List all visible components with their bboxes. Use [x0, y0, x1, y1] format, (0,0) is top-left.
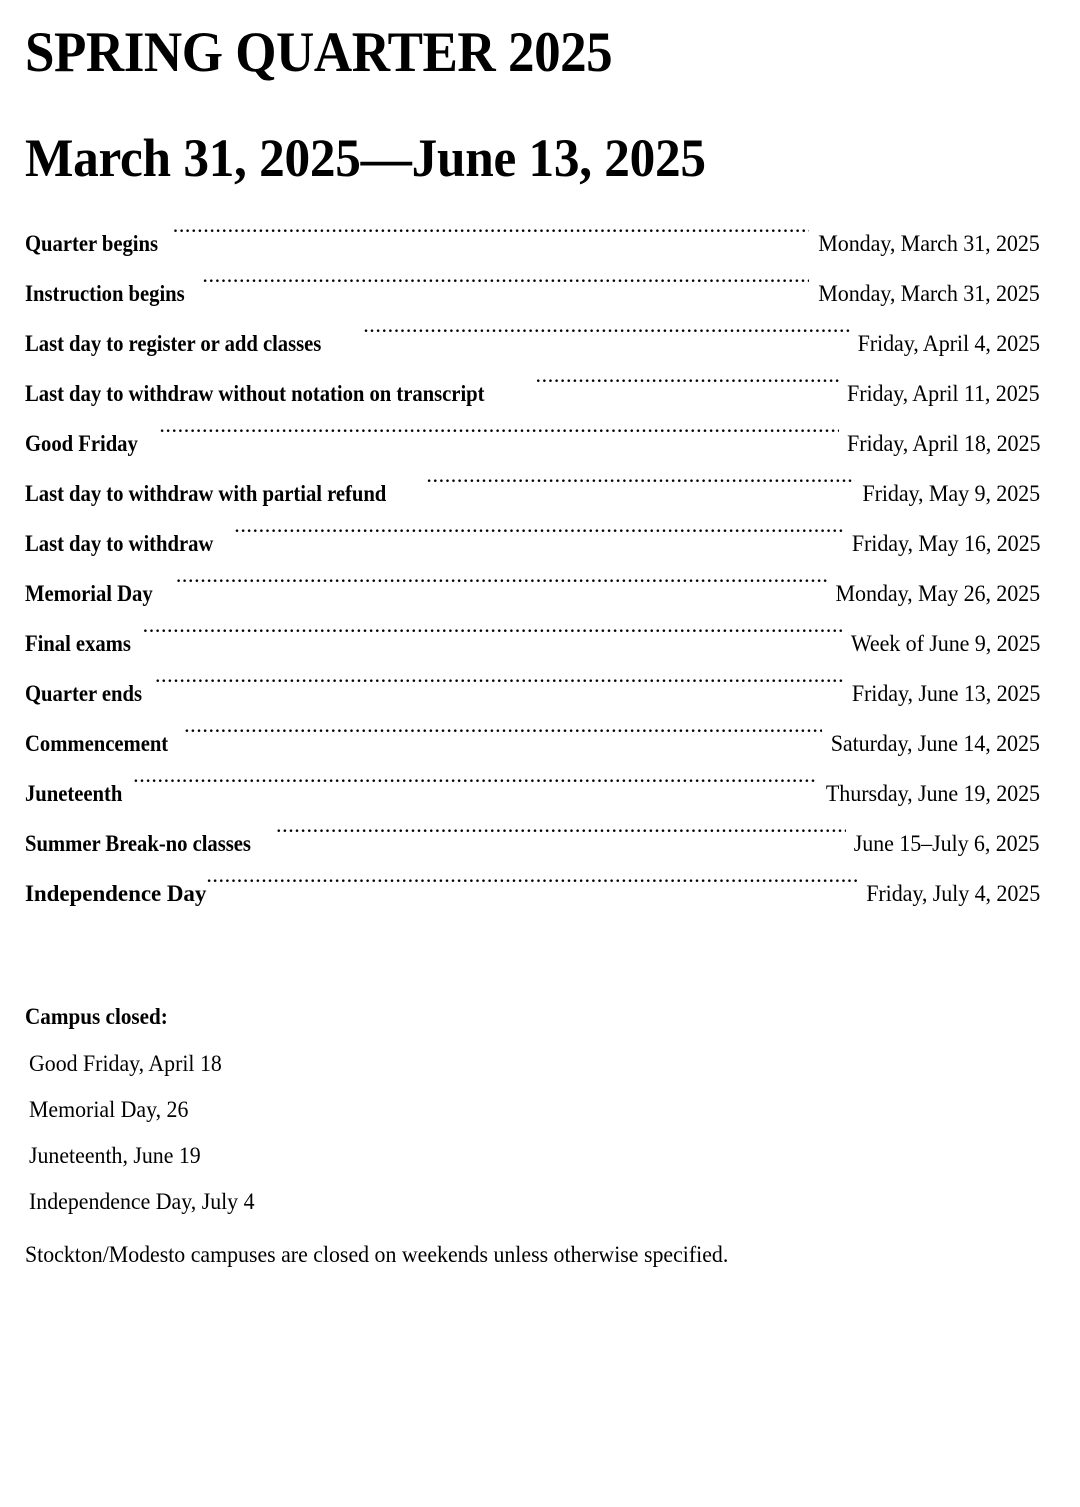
calendar-entry-row [25, 519, 1040, 569]
campus-closed-list [25, 1052, 1040, 1236]
calendar-entry-label: Independence Day [25, 881, 207, 906]
calendar-entry-date: Friday, May 16, 2025 [851, 531, 1040, 556]
calendar-entry-row [25, 419, 1040, 469]
calendar-entry-label: Quarter ends [25, 681, 142, 706]
campus-closed-item: Independence Day, July 4 [29, 1189, 255, 1214]
calendar-entry-row [25, 569, 1040, 619]
calendar-entry-date: Monday, March 31, 2025 [818, 281, 1040, 306]
calendar-entry-row [25, 869, 1040, 919]
calendar-entry-row [25, 669, 1040, 719]
dot-leader [167, 578, 827, 601]
dot-leader [354, 328, 850, 351]
campus-closed-item: Memorial Day, 26 [29, 1097, 189, 1122]
calendar-entry-row [25, 819, 1040, 869]
calendar-entry-row [25, 269, 1040, 319]
calendar-entry-date: Friday, April 11, 2025 [847, 381, 1040, 406]
dot-leader [234, 528, 843, 551]
calendar-entry-date: June 15–July 6, 2025 [854, 831, 1040, 856]
calendar-entry-list [25, 185, 1040, 919]
calendar-entry-label: Instruction begins [25, 281, 185, 306]
calendar-entry-label: Juneteenth [25, 781, 123, 806]
calendar-entry-row [25, 619, 1040, 669]
calendar-entry-date: Friday, April 18, 2025 [846, 431, 1040, 456]
calendar-entry-row [25, 369, 1040, 419]
dot-leader [536, 378, 840, 401]
calendar-entry-label: Quarter begins [25, 231, 158, 256]
calendar-entry-row [25, 719, 1040, 769]
calendar-entry-date: Friday, April 4, 2025 [857, 331, 1040, 356]
calendar-entry-label: Last day to withdraw with partial refund [25, 481, 387, 506]
calendar-entry-date: Thursday, June 19, 2025 [825, 781, 1040, 806]
dot-leader [155, 678, 844, 701]
calendar-entry-date: Friday, June 13, 2025 [851, 681, 1040, 706]
campus-closed-note: Stockton/Modesto campuses are closed on weekends unless otherwise specified. [25, 1242, 729, 1267]
dot-leader [133, 778, 817, 801]
calendar-entry-date: Friday, July 4, 2025 [866, 881, 1040, 906]
dot-leader [184, 728, 822, 751]
calendar-entry-label: Memorial Day [25, 581, 153, 606]
campus-closed-item: Good Friday, April 18 [29, 1051, 222, 1076]
dot-leader [143, 628, 843, 651]
dot-leader [173, 228, 810, 251]
calendar-entry-label: Last day to withdraw without notation on transcript [25, 381, 485, 406]
calendar-entry-label: Summer Break-no classes [25, 831, 251, 856]
page-subtitle-daterange: March 31, 2025—June 13, 2025 [25, 128, 706, 188]
calendar-entry-date: Saturday, June 14, 2025 [830, 731, 1040, 756]
calendar-entry-row [25, 219, 1040, 269]
dot-leader [276, 828, 846, 851]
calendar-entry-label: Final exams [25, 631, 131, 656]
campus-closed-section [25, 919, 1040, 1266]
campus-closed-heading: Campus closed: [25, 1004, 168, 1029]
dot-leader [150, 428, 838, 451]
calendar-entry-date: Week of June 9, 2025 [850, 631, 1040, 656]
campus-closed-item: Juneteenth, June 19 [29, 1143, 201, 1168]
calendar-entry-row [25, 469, 1040, 519]
calendar-entry-label: Last day to register or add classes [25, 331, 322, 356]
page-title: SPRING QUARTER 2025 [25, 21, 613, 84]
calendar-entry-row [25, 769, 1040, 819]
dot-leader [426, 478, 855, 501]
calendar-entry-date: Monday, March 31, 2025 [818, 231, 1040, 256]
calendar-entry-label: Good Friday [25, 431, 138, 456]
calendar-entry-label: Last day to withdraw [25, 531, 214, 556]
calendar-entry-label: Commencement [25, 731, 169, 756]
calendar-entry-date: Friday, May 9, 2025 [862, 481, 1040, 506]
calendar-entry-date: Monday, May 26, 2025 [835, 581, 1040, 606]
calendar-entry-row [25, 319, 1040, 369]
dot-leader [202, 278, 809, 301]
dot-leader [206, 878, 859, 901]
